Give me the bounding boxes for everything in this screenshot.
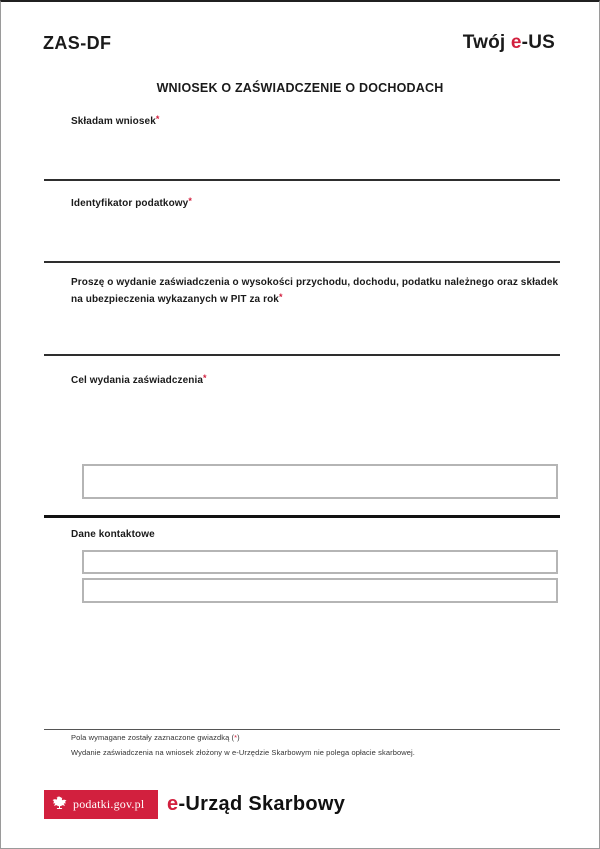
required-asterisk: *: [234, 733, 238, 742]
footer-logos: [44, 790, 345, 819]
note-text: Pola wymagane zostały zaznaczone gwiazdką (: [71, 733, 235, 742]
field-label-text: Składam wniosek: [71, 116, 156, 127]
required-asterisk: *: [278, 292, 283, 302]
footer-divider: [44, 729, 560, 730]
field-label-pit-rok: [71, 275, 567, 307]
field-label-skladam-wniosek: [71, 114, 159, 127]
field-label-dane-kontaktowe: [71, 529, 155, 540]
brand-suffix: -Urząd Skarbowy: [178, 793, 346, 815]
contact-input-2[interactable]: [82, 578, 558, 603]
brand-accent-e: e: [510, 32, 522, 53]
brand-suffix: -US: [521, 32, 555, 53]
required-asterisk: *: [155, 114, 160, 124]
section-divider: [44, 261, 560, 263]
field-label-text: Proszę o wydanie zaświadczenia o wysokości przychodu, dochodu, podatku należnego oraz składek na ubezpieczenia wykazanych w PIT za rok: [71, 277, 559, 305]
field-label-text: Dane kontaktowe: [71, 529, 155, 540]
e-urzad-skarbowy-logo: [167, 793, 345, 816]
page-title: WNIOSEK O ZAŚWIADCZENIE O DOCHODACH: [156, 81, 444, 95]
note-required-fields: [71, 733, 240, 742]
note-no-fee: Wydanie zaświadczenia na wniosek złożony w e-Urzędzie Skarbowym nie polega opłacie skarbowej.: [71, 748, 415, 757]
podatki-gov-pl-label: podatki.gov.pl: [73, 797, 145, 811]
cel-wydania-input[interactable]: [82, 464, 558, 499]
required-asterisk: *: [188, 196, 192, 206]
field-label-cel-wydania: [71, 373, 207, 386]
note-text: ): [237, 733, 240, 742]
podatki-gov-pl-badge: [44, 790, 158, 819]
twoj-e-us-logo: [463, 32, 555, 54]
contact-input-1[interactable]: [82, 550, 558, 574]
field-label-identyfikator-podatkowy: [71, 196, 192, 209]
polish-eagle-icon: [52, 796, 67, 813]
field-label-text: Cel wydania zaświadczenia: [71, 375, 203, 386]
field-label-text: Identyfikator podatkowy: [71, 198, 189, 209]
brand-accent-e: e: [167, 793, 179, 815]
section-divider: [44, 354, 560, 356]
form-code: ZAS-DF: [43, 33, 112, 53]
brand-prefix: Twój: [462, 32, 511, 53]
required-asterisk: *: [203, 373, 207, 383]
section-divider: [44, 179, 560, 181]
section-divider-thick: [44, 515, 560, 518]
